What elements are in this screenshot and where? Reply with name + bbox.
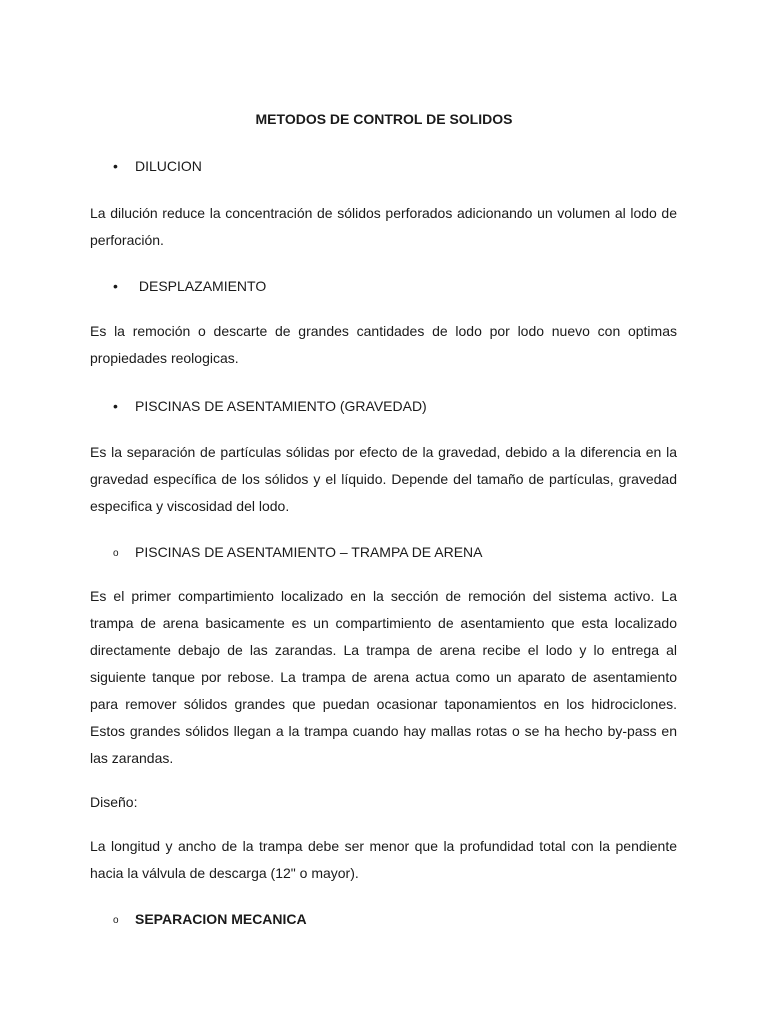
heading-label: DESPLAZAMIENTO — [135, 278, 267, 294]
label-diseno: Diseño: — [90, 794, 138, 810]
heading-label: DILUCION — [135, 158, 202, 174]
bullet-heading-dilucion — [113, 157, 202, 175]
heading-label: PISCINAS DE ASENTAMIENTO – TRAMPA DE ARENA — [135, 544, 483, 560]
document-title: METODOS DE CONTROL DE SOLIDOS — [255, 111, 513, 127]
heading-label: PISCINAS DE ASENTAMIENTO (GRAVEDAD) — [135, 398, 427, 414]
paragraph-trampa-de-arena: Es el primer compartimiento localizado en la sección de remoción del sistema activo. La trampa de arena basicamente es un compartimiento de asentamiento que esta localizado directamente debajo de las zarandas. La trampa de arena recibe el lodo y lo entrega al siguiente tanque por rebose. La trampa de arena actua como un aparato de asentamiento para remover sólidos grandes que puedan ocasionar taponamientos en los hidrociclones. Estos grandes sólidos llegan a la trampa cuando hay mallas rotas o se ha hecho by-pass en las zarandas. — [90, 588, 677, 766]
paragraph-diseno: La longitud y ancho de la trampa debe ser menor que la profundidad total con la pendiente hacia la válvula de descarga (12" o mayor). — [90, 838, 677, 881]
heading-label: SEPARACION MECANICA — [135, 911, 307, 927]
bullet-heading-separacion-mecanica — [113, 910, 307, 930]
bullet-disc-icon: • — [113, 278, 118, 294]
paragraph-gravedad: Es la separación de partículas sólidas por efecto de la gravedad, debido a la diferencia en la gravedad específica de los sólidos y el líquido. Depende del tamaño de partículas, gravedad especifica y viscosidad del lodo. — [90, 444, 677, 514]
bullet-heading-trampa-de-arena — [113, 543, 483, 563]
bullet-circle-icon: o — [113, 548, 119, 559]
bullet-disc-icon: • — [113, 158, 118, 174]
bullet-heading-gravedad — [113, 397, 427, 415]
bullet-disc-icon: • — [113, 398, 118, 414]
bullet-heading-desplazamiento — [113, 277, 266, 295]
bullet-circle-icon: o — [113, 915, 119, 926]
paragraph-dilucion: La dilución reduce la concentración de sólidos perforados adicionando un volumen al lodo de perforación. — [90, 205, 677, 248]
paragraph-desplazamiento: Es la remoción o descarte de grandes cantidades de lodo por lodo nuevo con optimas propiedades reologicas. — [90, 323, 677, 366]
